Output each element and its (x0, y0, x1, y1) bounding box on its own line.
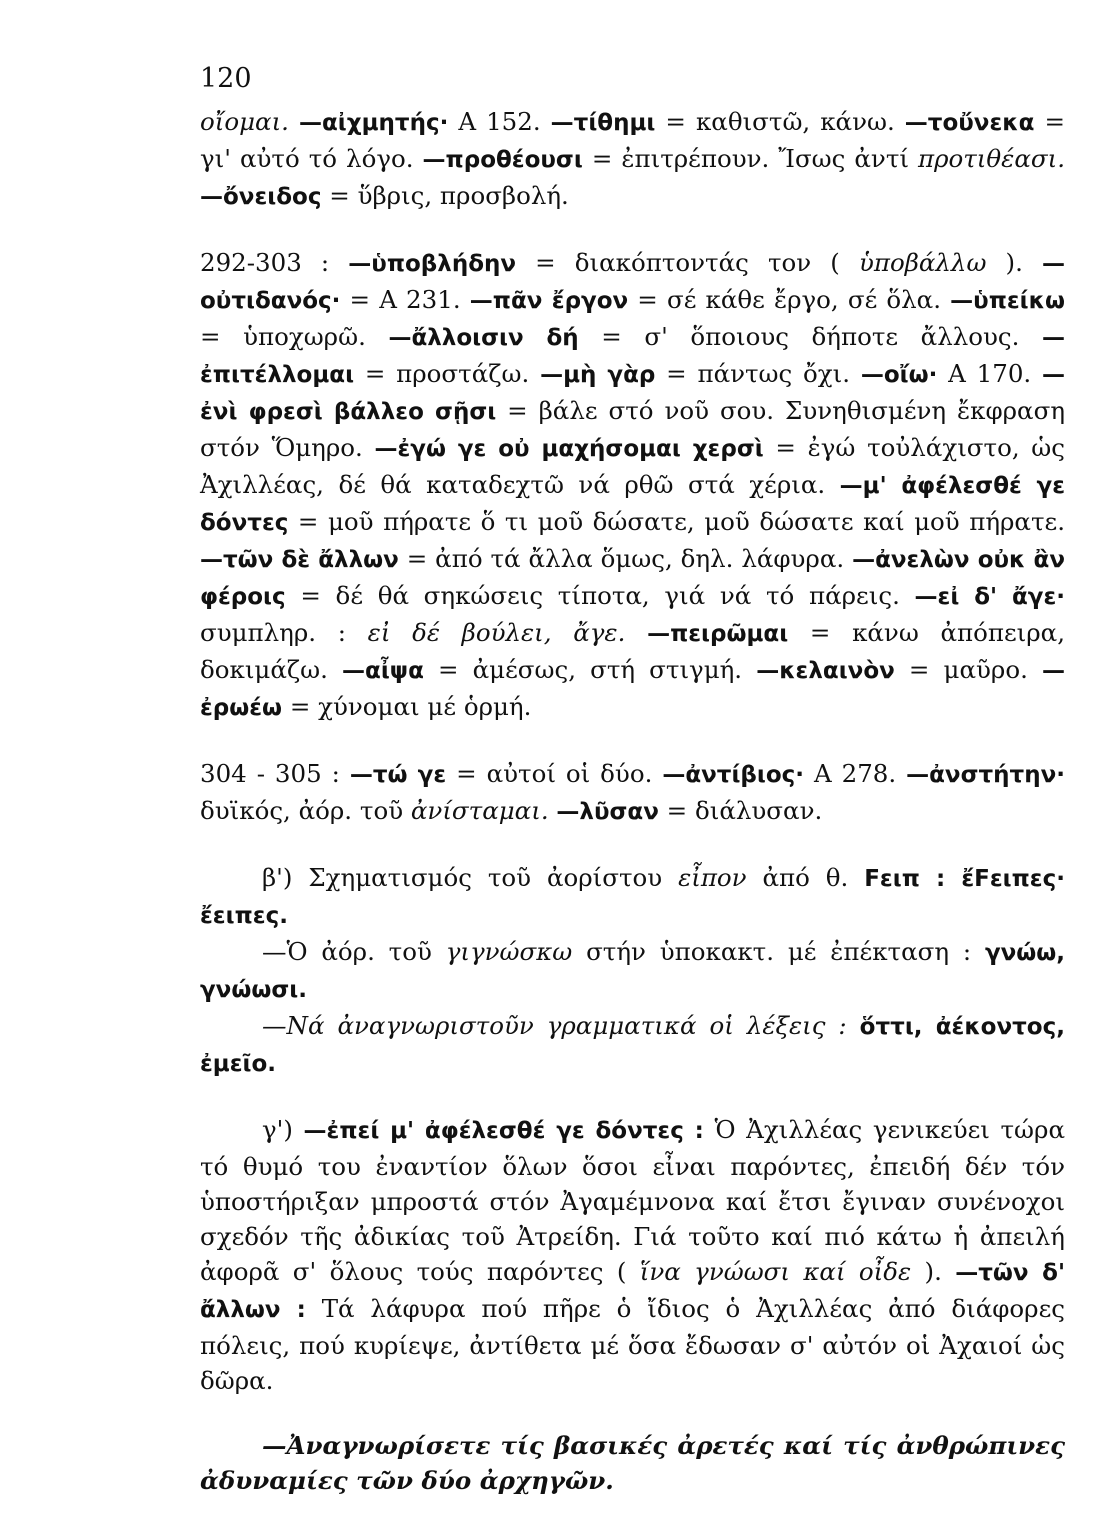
text-run: = Α 231. (340, 285, 470, 314)
bold-term: —οὐτιδανός· (200, 251, 1066, 314)
italic-text: οἴομαι. (200, 107, 299, 136)
text-run: = μαῦρο. (894, 655, 1042, 684)
italic-text: προτιθέασι. (918, 144, 1065, 173)
bold-term: —ὄνειδος (200, 184, 322, 210)
bold-term: —αἰχμητής· (299, 110, 449, 136)
bold-term: —ἐπιτέλλομαι (200, 325, 1065, 388)
text-run (625, 618, 647, 647)
text-run: = διακόπτοντάς τον ( (516, 248, 859, 277)
text-run: Α 152. (448, 107, 551, 136)
text-run: 292-303 : (200, 248, 349, 277)
bold-term: —ὑπείκω (950, 288, 1065, 314)
text-run: = κάνω ἀπόπειρα, δοκιμάζω. (200, 618, 1066, 684)
bold-term: —ἀντίβιος· (662, 762, 805, 788)
text-run: = πάντως ὄχι. (655, 359, 861, 388)
bold-term: —τίθημι (550, 110, 656, 136)
text-run: γ') (262, 1115, 304, 1144)
text-run: —Ὁ ἀόρ. τοῦ (262, 937, 446, 966)
text-run: ). (986, 248, 1043, 277)
text-run: = ὑποχωρῶ. (200, 322, 389, 351)
bold-term: —ἀνστήτην· (906, 762, 1066, 788)
paragraph-question (200, 1428, 1065, 1498)
bold-term: —οἴω· (860, 362, 938, 388)
bold-term: —ἐνὶ φρεσὶ βάλλεο σῇσι (200, 362, 1065, 425)
text-run: = προστάζω. (354, 359, 541, 388)
text-run: = σέ κάθε ἔργο, σέ ὅλα. (628, 285, 951, 314)
bold-term: —ἀνελὼν οὐκ ἂν φέροις (200, 547, 1065, 610)
text-run: στήν ὑποκακτ. μέ ἐπέκταση : (572, 937, 985, 966)
text-run: Ὁ Ἀχιλλέας γενικεύει τώρα τό θυμό του ἐναντίον ὅλων ὅσοι εἶναι παρόντες, ἐπειδή δέν τόν ὑποστήριξαν μπροστά στόν Ἀγαμέμνονα καί ἔτσι ἔγιναν συνένοχοι σχεδόν τῆς ἀδικίας τοῦ Ἀτρείδη. Γιά τοῦτο καί πιό κάτω ἡ ἀπειλή ἀφορᾶ σ' ὅλους τούς παρόντες ( (200, 1115, 1065, 1286)
text-run: = χύνομαι μέ ὁρμή. (282, 692, 532, 721)
text-run: ). (911, 1257, 956, 1286)
paragraph-grammar-exercise (200, 1008, 1065, 1082)
bold-term: —λῦσαν (556, 799, 659, 825)
bold-term: —ἐγώ γε οὐ μαχήσομαι χερσὶ (374, 436, 764, 462)
bold-italic-text: —Ἀναγνωρίσετε τίς βασικές ἀρετές καί τίς ἀνθρώπινες ἀδυναμίες τῶν δύο ἀρχηγῶν. (200, 1431, 1065, 1495)
bold-term: —ἄλλοισιν δή (388, 325, 579, 351)
text-run: = ἀμέσως, στή στιγμή. (423, 655, 757, 684)
text-run: 304 - 305 : (200, 759, 350, 788)
bold-term: —ἐρωέω (200, 658, 1065, 721)
italic-text: —Νά ἀναγνωριστοῦν γραμματικά οἱ λέξεις : (262, 1011, 847, 1040)
text-run: = ἀπό τά ἄλλα ὅμως, δηλ. λάφυρα. (398, 544, 853, 573)
text-run: συμπληρ. : (200, 618, 368, 647)
bold-term: —ὑποβλήδην (348, 251, 517, 277)
text-run: = ἐπιτρέπουν. Ἴσως ἀντί (582, 144, 918, 173)
text-run: = καθιστῶ, κάνω. (655, 107, 905, 136)
text-run: Α 278. (804, 759, 907, 788)
bold-term: —ἐπεί μ' ἀφέλεσθέ γε δόντες : (303, 1118, 704, 1144)
bold-term: —τῶν δ' ἄλλων : (200, 1260, 1066, 1323)
page-number: 120 (200, 63, 252, 94)
bold-term: γνώω, γνώωσι. (200, 940, 1065, 1003)
bold-term: —εἰ δ' ἄγε· (914, 584, 1065, 610)
text-run: = ἐγώ τοὐλάχιστο, ὡς Ἀχιλλέας, δέ θά καταδεχτῶ νά ρθῶ στά χέρια. (200, 433, 1066, 499)
text-run: δυϊκός, ἀόρ. τοῦ (200, 796, 411, 825)
text-run: = σ' ὅποιους δήποτε ἄλλους. (578, 322, 1042, 351)
bold-term: —μ' ἀφέλεσθέ γε δόντες (200, 473, 1065, 536)
paragraph-glossary-304-305 (200, 756, 1065, 830)
bold-term: —προθέουσι (422, 147, 583, 173)
paragraph-commentary-gamma (200, 1112, 1065, 1398)
italic-text: ἵνα γνώωσι καί οἶδε (639, 1257, 912, 1286)
bold-term: —πειρῶμαι (647, 621, 789, 647)
paragraph-glossary-292-303 (200, 245, 1065, 726)
italic-text: ὑποβάλλω (858, 248, 987, 277)
text-run: = δέ θά σηκώσεις τίποτα, γιά νά τό πάρεις. (285, 581, 915, 610)
paragraph-gignosko-aorist (200, 934, 1065, 1008)
bold-term: —τῶν δὲ ἄλλων (200, 547, 399, 573)
text-run: = διάλυσαν. (658, 796, 823, 825)
paragraph-glossary-1 (200, 104, 1065, 215)
text-run: ἀπό θ. (746, 863, 865, 892)
text-run: Α 170. (937, 359, 1042, 388)
text-run (847, 1011, 860, 1040)
italic-text: ἀνίσταμαι. (410, 796, 549, 825)
bold-term: Fειπ : ἔFειπες· ἔειπες. (200, 866, 1065, 929)
bold-term: —τώ γε (349, 762, 447, 788)
italic-text: εἶπον (678, 863, 747, 892)
text-run: = μοῦ πήρατε ὅ τι μοῦ δώσατε, μοῦ δώσατε καί μοῦ πήρατε. (288, 507, 1065, 536)
bold-term: —πᾶν ἔργον (469, 288, 629, 314)
text-run: β') Σχηματισμός τοῦ ἀορίστου (262, 863, 679, 892)
text-run: = αὐτοί οἱ δύο. (446, 759, 663, 788)
text-run: = ὕβρις, προσβολή. (321, 181, 569, 210)
bold-term: ὅττι, ἀέκοντος, ἐμεῖο. (200, 1014, 1065, 1077)
text-run: Τά λάφυρα πού πῆρε ὁ ἴδιος ὁ Ἀχιλλέας ἀπό διάφορες πόλεις, πού κυρίεψε, ἀντίθετα μέ ὅσα ἔδωσαν σ' αὐτόν οἱ Ἀχαιοί ὡς δῶρα. (200, 1294, 1065, 1395)
text-run: = γι' αὐτό τό λόγο. (200, 107, 1065, 173)
italic-text: γιγνώσκω (445, 937, 573, 966)
bold-term: —μὴ γὰρ (540, 362, 656, 388)
italic-text: εἰ δέ βούλει, ἄγε. (367, 618, 626, 647)
bold-term: —αἶψα (342, 658, 424, 684)
bold-term: —τοὔνεκα (904, 110, 1035, 136)
text-run: = βάλε στό νοῦ σου. Συνηθισμένη ἔκφραση στόν Ὅμηρο. (200, 396, 1066, 462)
bold-term: —κελαινὸν (756, 658, 895, 684)
paragraph-aorist-formation (200, 860, 1065, 934)
page (200, 60, 1065, 1528)
